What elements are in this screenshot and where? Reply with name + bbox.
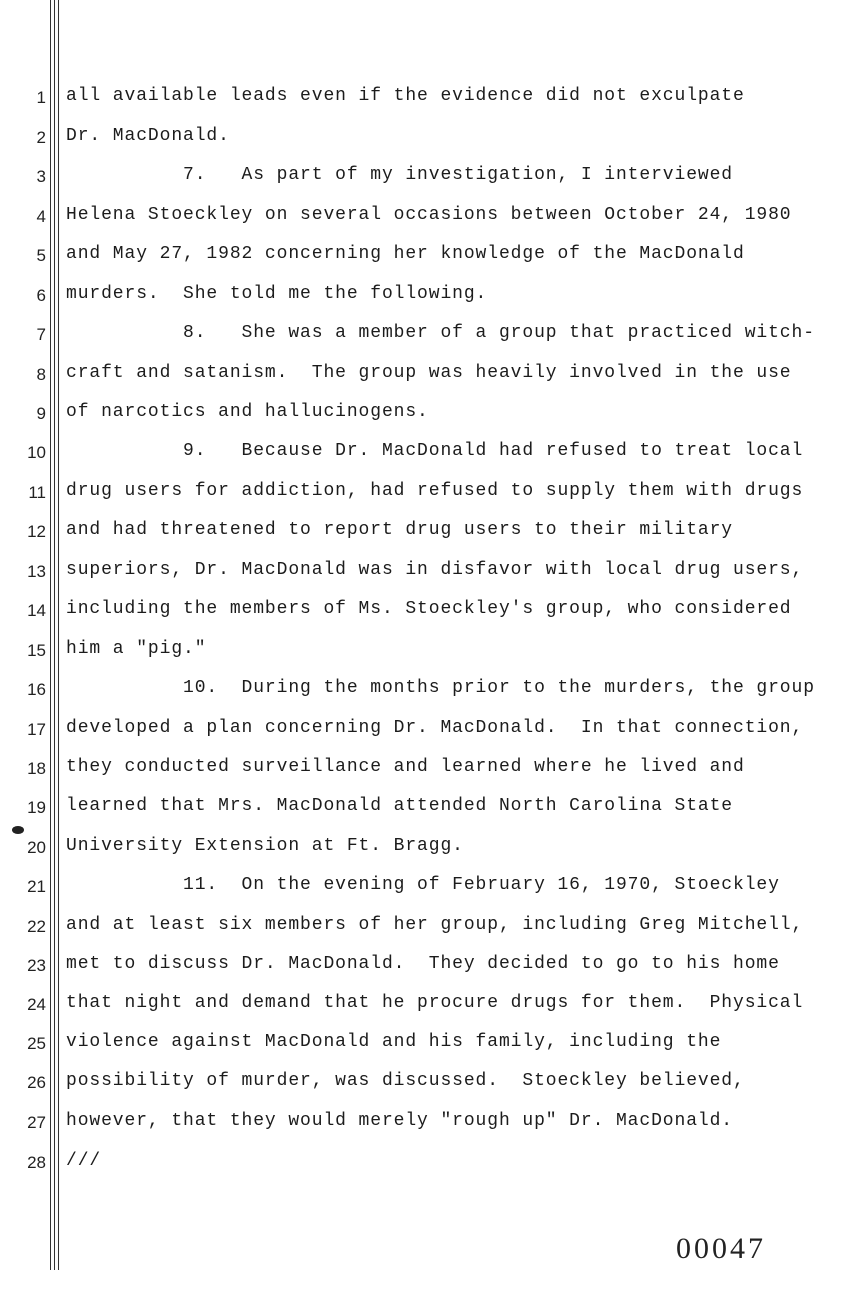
text-line: developed a plan concerning Dr. MacDonald. In that connection, xyxy=(66,718,804,738)
margin-rule xyxy=(58,0,59,1270)
bates-number: 00047 xyxy=(676,1232,766,1265)
text-line: superiors, Dr. MacDonald was in disfavor with local drug users, xyxy=(66,560,804,580)
text-line: Dr. MacDonald. xyxy=(66,126,230,146)
line-number: 27 xyxy=(27,1113,46,1132)
line-number: 9 xyxy=(36,404,46,423)
text-line: met to discuss Dr. MacDonald. They decided to go to his home xyxy=(66,954,780,974)
line-number: 7 xyxy=(36,325,46,344)
text-line: University Extension at Ft. Bragg. xyxy=(66,836,464,856)
text-line: possibility of murder, was discussed. Stoeckley believed, xyxy=(66,1071,745,1091)
line-number: 16 xyxy=(27,680,46,699)
line-number: 20 xyxy=(27,838,46,857)
text-line: 9. Because Dr. MacDonald had refused to treat local xyxy=(66,441,804,461)
line-number: 13 xyxy=(27,562,46,581)
text-line: 10. During the months prior to the murders, the group xyxy=(66,678,815,698)
line-number: 12 xyxy=(27,522,46,541)
line-number: 4 xyxy=(36,207,46,226)
line-number: 23 xyxy=(27,956,46,975)
text-line: murders. She told me the following. xyxy=(66,284,488,304)
text-line: violence against MacDonald and his family, including the xyxy=(66,1032,722,1052)
text-line: and had threatened to report drug users to their military xyxy=(66,520,733,540)
hole-punch-mark xyxy=(12,826,24,834)
line-number: 22 xyxy=(27,917,46,936)
line-number: 11 xyxy=(28,483,46,502)
line-number: 24 xyxy=(27,995,46,1014)
line-number: 2 xyxy=(36,128,46,147)
text-line: 7. As part of my investigation, I interviewed xyxy=(66,165,733,185)
text-line: Helena Stoeckley on several occasions between October 24, 1980 xyxy=(66,205,792,225)
line-number: 5 xyxy=(36,246,46,265)
line-number: 6 xyxy=(36,286,46,305)
text-line: that night and demand that he procure drugs for them. Physical xyxy=(66,993,804,1013)
text-line: all available leads even if the evidence did not exculpate xyxy=(66,86,745,106)
line-number: 10 xyxy=(27,443,46,462)
text-line: of narcotics and hallucinogens. xyxy=(66,402,429,422)
line-number: 15 xyxy=(27,641,46,660)
line-number: 17 xyxy=(27,720,46,739)
line-number: 3 xyxy=(36,167,46,186)
text-line: craft and satanism. The group was heavily involved in the use xyxy=(66,363,792,383)
text-line: however, that they would merely "rough up" Dr. MacDonald. xyxy=(66,1111,733,1131)
text-line: him a "pig." xyxy=(66,639,207,659)
text-line: and May 27, 1982 concerning her knowledge of the MacDonald xyxy=(66,244,745,264)
text-line: they conducted surveillance and learned where he lived and xyxy=(66,757,745,777)
margin-rule xyxy=(50,0,51,1270)
text-line: including the members of Ms. Stoeckley's group, who considered xyxy=(66,599,792,619)
line-number: 18 xyxy=(27,759,46,778)
text-line: drug users for addiction, had refused to supply them with drugs xyxy=(66,481,804,501)
text-line: 8. She was a member of a group that practiced witch- xyxy=(66,323,815,343)
text-line: learned that Mrs. MacDonald attended North Carolina State xyxy=(66,796,733,816)
line-number: 28 xyxy=(27,1153,46,1172)
line-number: 19 xyxy=(27,798,46,817)
text-line: and at least six members of her group, including Greg Mitchell, xyxy=(66,915,804,935)
text-line: /// xyxy=(66,1151,102,1171)
margin-rule xyxy=(54,0,55,1270)
line-number: 8 xyxy=(36,365,46,384)
line-number: 21 xyxy=(27,877,46,896)
text-line: 11. On the evening of February 16, 1970, Stoeckley xyxy=(66,875,780,895)
line-number: 1 xyxy=(36,88,46,107)
line-number: 14 xyxy=(27,601,46,620)
line-number: 26 xyxy=(27,1073,46,1092)
line-number: 25 xyxy=(27,1034,46,1053)
